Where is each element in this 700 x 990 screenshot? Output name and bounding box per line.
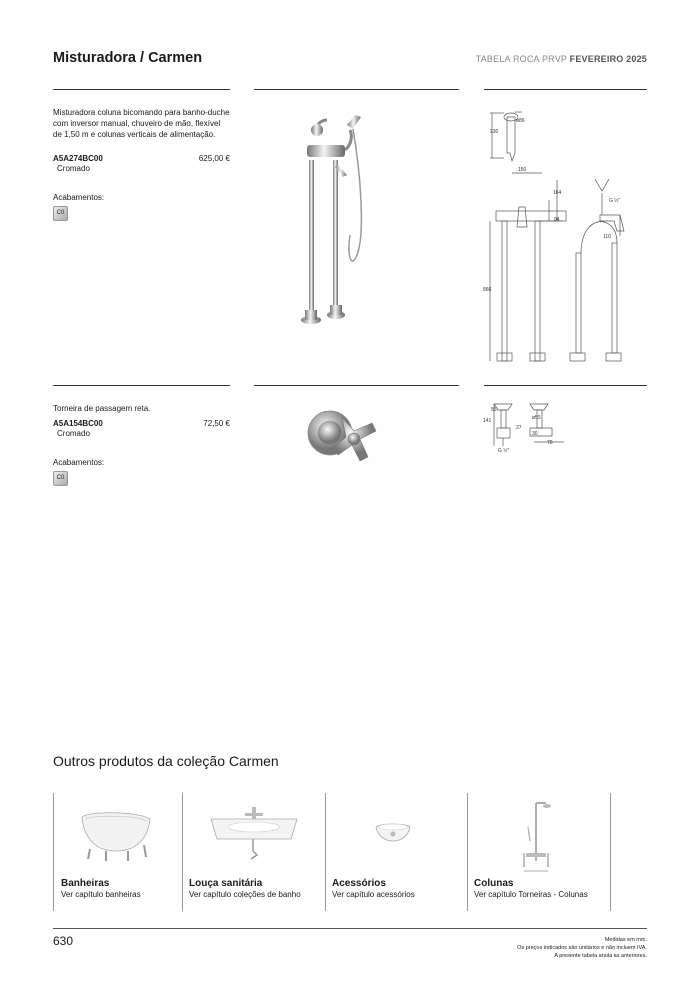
- dim-label: G ½": [498, 448, 510, 454]
- page-title: Misturadora / Carmen: [53, 50, 203, 66]
- dim-label: ø86: [516, 118, 525, 124]
- catalog-header: [476, 54, 647, 64]
- card-title: Colunas: [474, 878, 514, 889]
- product-description: Misturadora coluna bicomando para banho-duche com inversor manual, chuveiro de mão, flexível de 1,50 m e colunas verticais de alimentação.: [53, 108, 230, 139]
- product-code: A5A154BC00: [53, 419, 103, 428]
- collection-title: Outros produtos da coleção Carmen: [53, 753, 279, 769]
- card-subtitle: Ver capítulo acessórios: [332, 890, 415, 899]
- dim-label: 110: [603, 234, 611, 240]
- footer-note: A presente tabela anula as anteriores.: [554, 953, 647, 959]
- stop-valve-image: [302, 405, 382, 471]
- footer-notes: [517, 936, 647, 960]
- dim-label: ø55: [532, 415, 541, 421]
- collection-card-accessories[interactable]: [326, 793, 467, 913]
- soap-dish-image: [372, 819, 414, 845]
- card-title: Acessórios: [332, 878, 386, 889]
- dim-label: 150: [518, 167, 527, 173]
- chrome-swatch[interactable]: C0: [53, 471, 68, 486]
- card-title: Louça sanitária: [189, 878, 263, 889]
- dim-label: 94: [554, 217, 560, 223]
- divider: [53, 385, 230, 386]
- dim-label: 55: [491, 407, 497, 413]
- card-subtitle: Ver capítulo coleções de banho: [189, 890, 301, 899]
- valve-technical-drawing: [482, 398, 572, 454]
- mixer-technical-drawing: [482, 103, 648, 365]
- divider: [484, 385, 647, 386]
- dim-label: 70: [547, 440, 553, 446]
- dim-label: 230: [490, 129, 499, 135]
- card-title: Banheiras: [61, 878, 110, 889]
- divider: [484, 89, 647, 90]
- product-price: 625,00 €: [198, 154, 230, 163]
- footer-divider: [53, 928, 647, 929]
- dim-label: G ½": [609, 198, 621, 204]
- dim-label: 27: [516, 425, 522, 431]
- finishes-label: Acabamentos:: [53, 458, 105, 467]
- catalog-label: TABELA ROCA PRVP: [475, 54, 567, 64]
- product-price: 72,50 €: [203, 419, 230, 428]
- product-description: Torneira de passagem reta.: [53, 404, 151, 413]
- dim-label: 164: [553, 190, 562, 196]
- footer-note: Os preços indicados são unitários e não incluem IVA.: [517, 945, 647, 951]
- product-finish: Cromado: [57, 164, 90, 173]
- divider: [254, 89, 459, 90]
- bathtub-image: [78, 803, 154, 865]
- collection-card-sanitaryware[interactable]: [183, 793, 325, 913]
- catalog-edition: FEVEREIRO 2025: [569, 54, 647, 64]
- collection-card-bathtubs[interactable]: [54, 793, 182, 913]
- freestanding-mixer-image: [295, 105, 375, 330]
- card-divider: [610, 793, 611, 911]
- card-subtitle: Ver capítulo Torneiras - Colunas: [474, 890, 588, 899]
- dim-label: 30: [532, 431, 538, 437]
- finishes-label: Acabamentos:: [53, 193, 105, 202]
- divider: [254, 385, 459, 386]
- card-subtitle: Ver capítulo banheiras: [61, 890, 141, 899]
- chrome-swatch[interactable]: C0: [53, 206, 68, 221]
- footer-note: Medidas em mm.: [604, 937, 647, 943]
- dim-label: 141: [483, 418, 492, 424]
- shower-column-image: [518, 797, 554, 875]
- product-finish: Cromado: [57, 429, 90, 438]
- collection-card-columns[interactable]: [468, 793, 610, 913]
- dim-label: 866: [483, 287, 492, 293]
- product-code: A5A274BC00: [53, 154, 103, 163]
- divider: [53, 89, 230, 90]
- page-number: 630: [53, 934, 74, 948]
- washbasin-image: [209, 805, 299, 863]
